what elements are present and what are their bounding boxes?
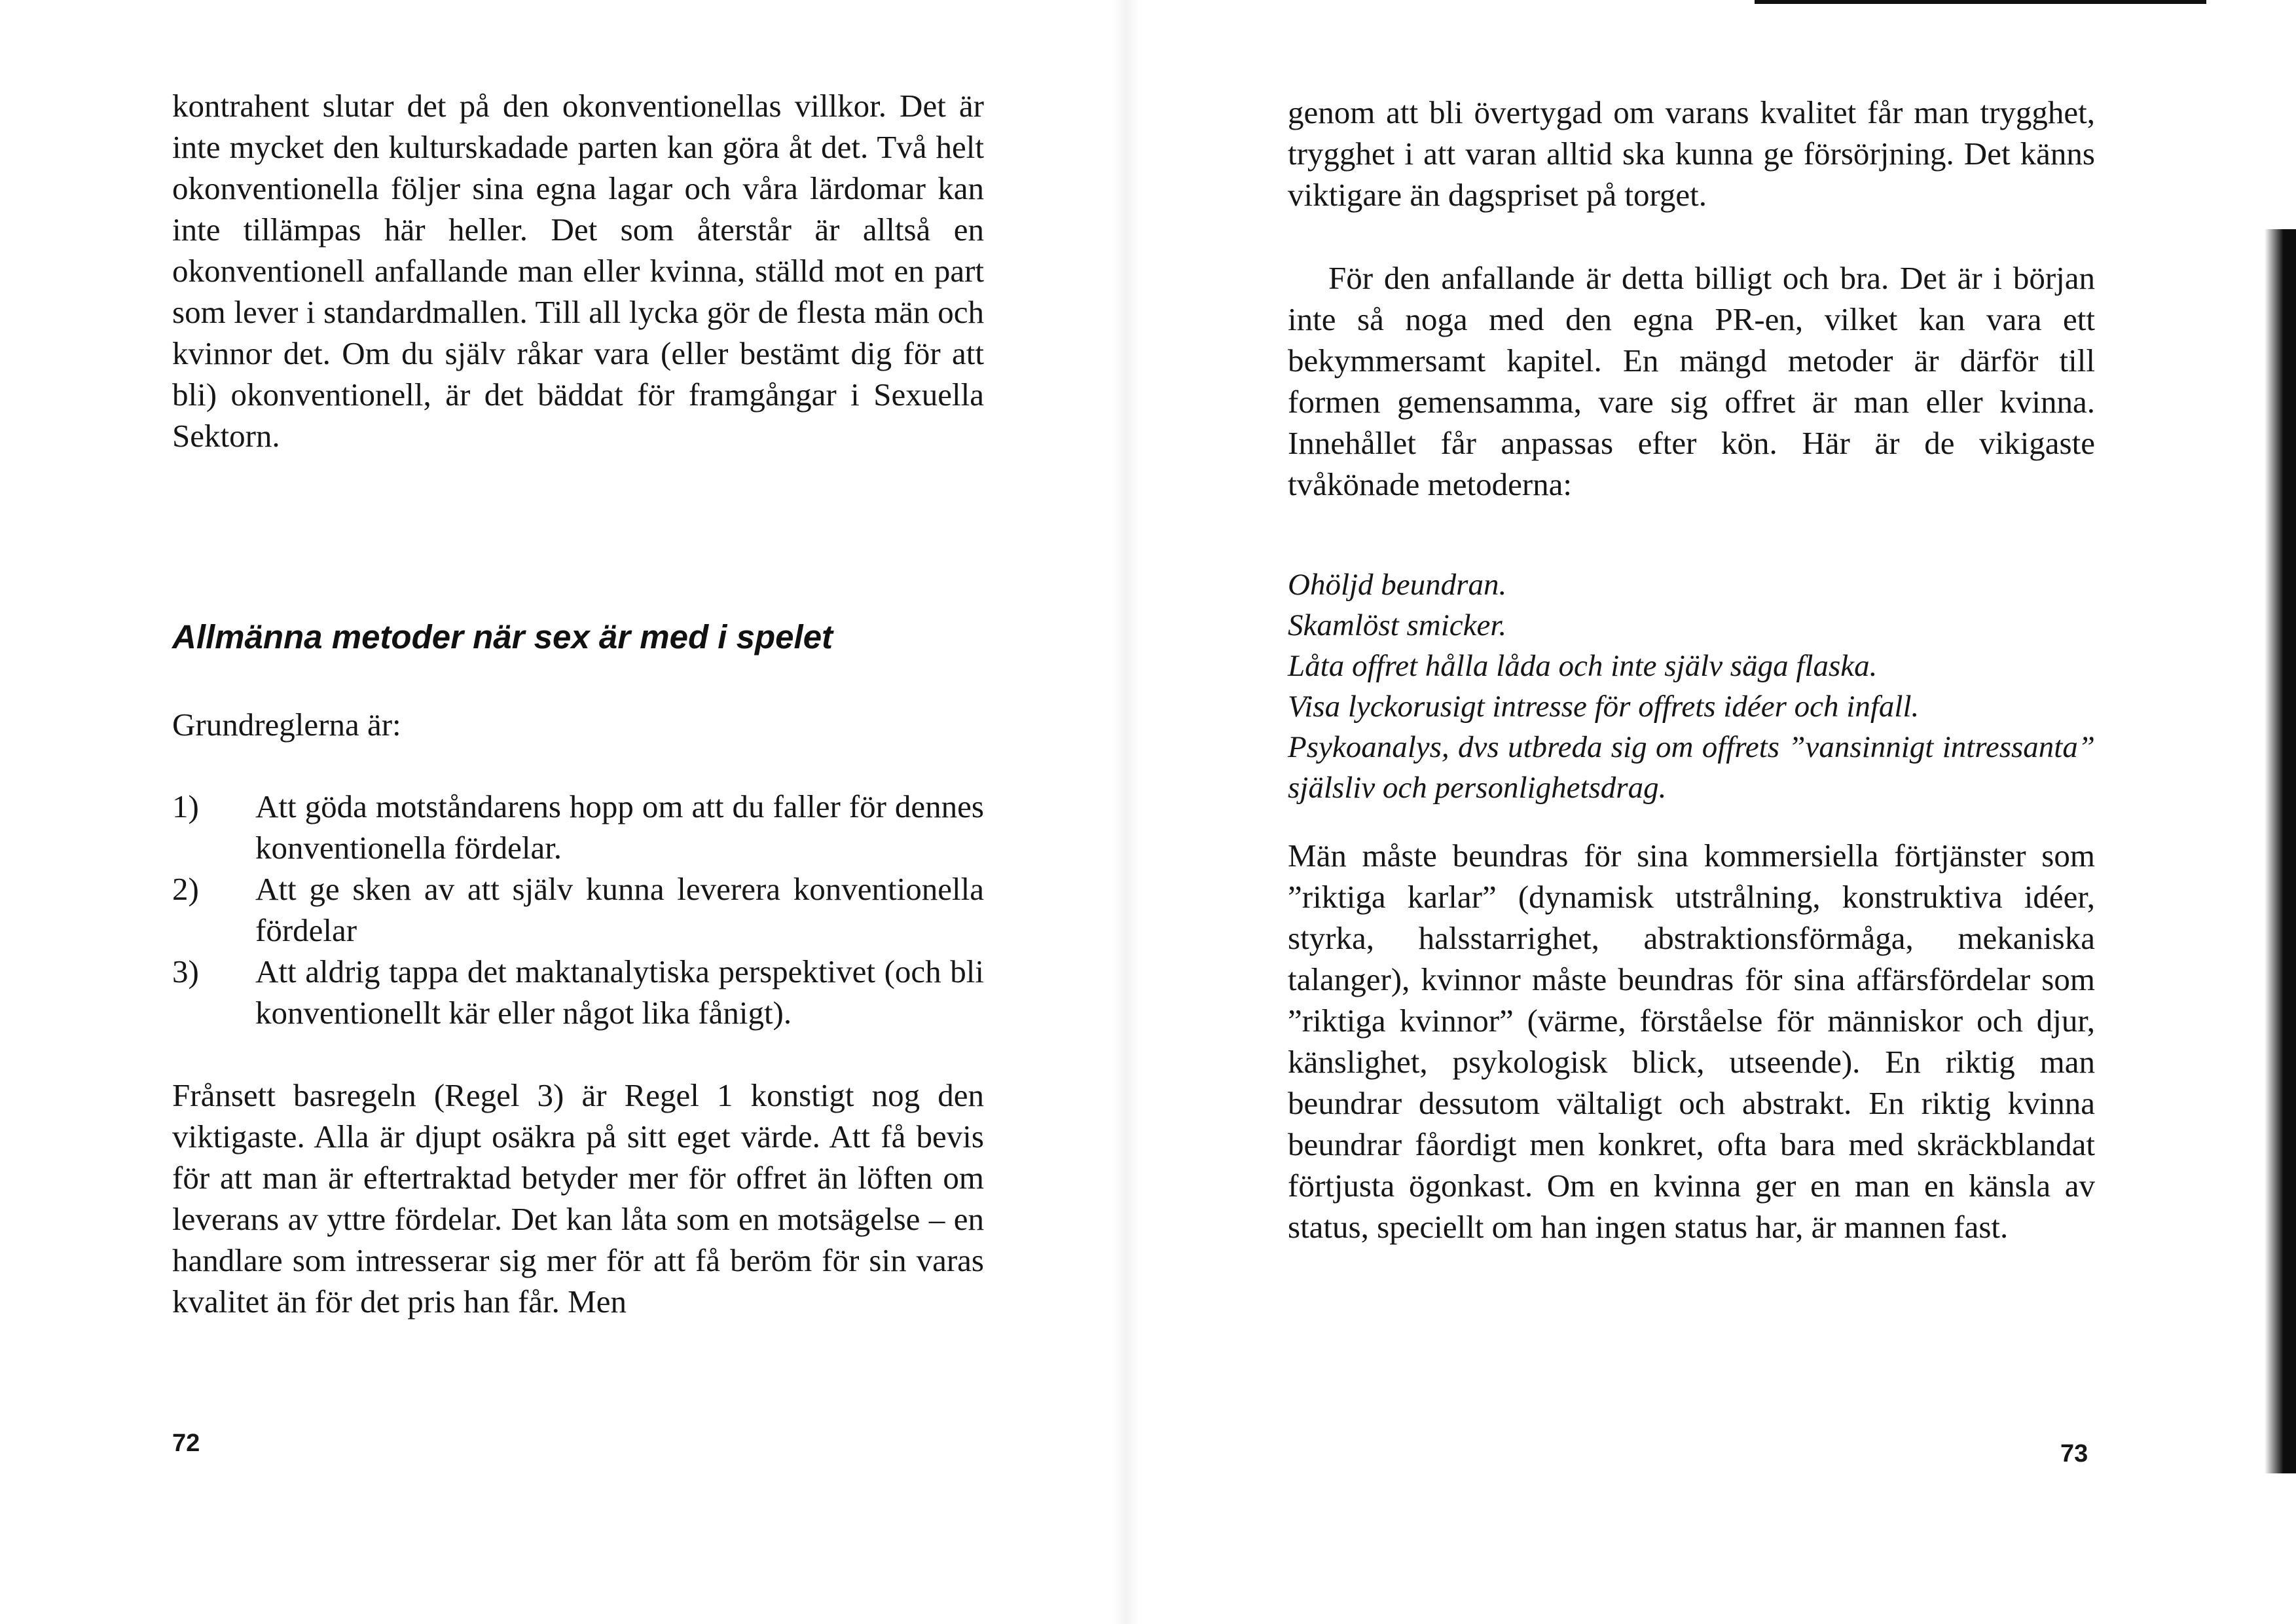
- rule-item: [172, 868, 984, 951]
- right-paragraph-1: genom att bli övertygad om varans kvalitet får man trygghet, trygghet i att varan alltid ska kunna ge försörjning. Det känns viktigare än dagspriset på torget.: [1288, 94, 2095, 213]
- rule-item: [172, 951, 984, 1033]
- method-item: Visa lyckorusigt intresse för offrets idéer och infall.: [1288, 690, 1920, 724]
- method-item: Låta offret hålla låda och inte själv säga flaska.: [1288, 649, 1878, 683]
- rule-item: [172, 786, 984, 868]
- rule-text: Att göda motståndarens hopp om att du faller för dennes konventionella fördelar.: [255, 788, 984, 866]
- page-number-right: 73: [2060, 1440, 2088, 1467]
- left-paragraph-1: kontrahent slutar det på den okonventionellas villkor. Det är inte mycket den kulturskadade parten kan göra åt det. Två helt okonventionella följer sina egna lagar och våra lärdomar kan inte tillämpas här heller. Det som återstår är alltså en okonventionell anfallande man eller kvinna, ställd mot en part som lever i standardmallen. Till all lycka gör de flesta män och kvinnor det. Om du själv råkar vara (eller bestämt dig för att bli) okonventionell, är det bäddat för framgångar i Sexuella Sektorn.: [172, 88, 984, 454]
- methods-list: [1288, 564, 2095, 808]
- right-page: [1139, 0, 2296, 1624]
- rule-number: 2): [172, 871, 199, 907]
- method-item: Ohöljd beundran.: [1288, 568, 1507, 602]
- rules-intro: Grundreglerna är:: [172, 707, 401, 743]
- left-page: [0, 0, 1139, 1624]
- right-paragraph-2: För den anfallande är detta billigt och bra. Det är i början inte så noga med den egna PR-en, vilket kan vara ett bekymmersamt kapitel. En mängd metoder är därför till formen gemensamma, vare sig offret är man eller kvinna. Innehållet får anpassas efter kön. Här är de vikigaste tvåkönade metoderna:: [1288, 260, 2095, 502]
- rule-text: Att ge sken av att själv kunna leverera konventionella fördelar: [255, 871, 984, 948]
- method-item: Skamlöst smicker.: [1288, 608, 1507, 642]
- rule-number: 1): [172, 788, 199, 824]
- section-heading: Allmänna metoder när sex är med i spelet: [172, 618, 833, 655]
- page-number-left: 72: [172, 1430, 200, 1457]
- rules-list: [172, 786, 984, 1033]
- method-item: Psykoanalys, dvs utbreda sig om offrets ”vansinnigt intressanta” själsliv och personlighetsdrag.: [1288, 730, 2095, 805]
- left-paragraph-2: Frånsett basregeln (Regel 3) är Regel 1 konstigt nog den viktigaste. Alla är djupt osäkra på sitt eget värde. Att få bevis för att man är eftertraktad betyder mer för offret än löften om leverans av yttre fördelar. Det kan låta som en motsägelse – en handlare som intresserar sig mer för att få beröm för sin varas kvalitet än för det pris han får. Men: [172, 1077, 984, 1320]
- rule-text: Att aldrig tappa det maktanalytiska perspektivet (och bli konventionellt kär eller något lika fånigt).: [255, 953, 984, 1031]
- right-paragraph-3: Män måste beundras för sina kommersiella förtjänster som ”riktiga karlar” (dynamisk utstrålning, konstruktiva idéer, styrka, halsstarrighet, abstraktionsförmåga, mekaniska talanger), kvinnor måste beundras för sina affärsfördelar som ”riktiga kvinnor” (värme, förståelse för människor och djur, känslighet, psykologisk blick, utseende). En riktig man beundrar dessutom vältaligt och abstrakt. En riktig kvinna beundrar fåordigt men konkret, ofta bara med skräckblandat förtjusta ögonkast. Om en kvinna ger en man en känsla av status, speciellt om han ingen status har, är mannen fast.: [1288, 838, 2095, 1245]
- rule-number: 3): [172, 953, 199, 989]
